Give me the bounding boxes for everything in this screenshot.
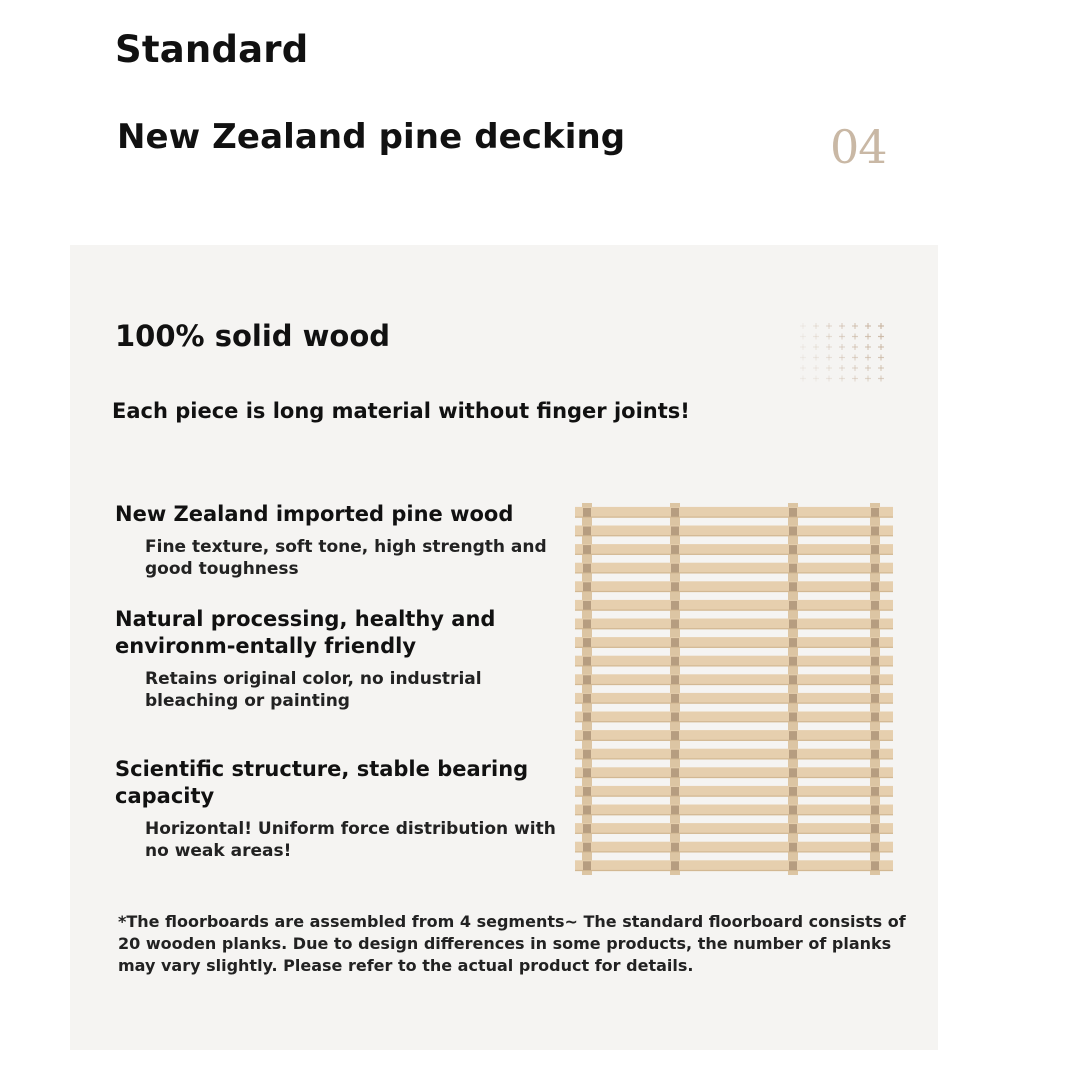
page-subtitle: New Zealand pine decking: [117, 117, 626, 157]
plank-joint: [671, 750, 679, 759]
plank-joint: [871, 508, 879, 517]
plank-joint: [789, 545, 797, 554]
plank-joint: [789, 768, 797, 777]
section-tagline: Each piece is long material without finger joints!: [112, 399, 690, 423]
plank-joint: [583, 713, 591, 722]
plank-joint: [671, 694, 679, 703]
plank-joint: [871, 620, 879, 629]
plank-joint: [789, 657, 797, 666]
support-rail: [582, 503, 592, 875]
plank-edge: [575, 870, 893, 871]
plank-joint: [671, 861, 679, 870]
plank-joint: [871, 657, 879, 666]
plank-joint: [671, 545, 679, 554]
plank-joint: [871, 675, 879, 684]
plank-joint: [583, 582, 591, 591]
wood-plank: [575, 786, 893, 797]
plank-edge: [575, 777, 893, 778]
plank-joint: [583, 824, 591, 833]
wood-plank: [575, 693, 893, 704]
plank-joint: [871, 843, 879, 852]
plank-joint: [871, 861, 879, 870]
plank-edge: [575, 609, 893, 610]
plank-joint: [583, 508, 591, 517]
plank-edge: [575, 758, 893, 759]
section-heading: 100% solid wood: [115, 319, 391, 353]
plank-edge: [575, 572, 893, 573]
plank-joint: [789, 806, 797, 815]
cross-pattern-icon: [795, 320, 895, 386]
plank-joint: [789, 731, 797, 740]
plank-joint: [871, 582, 879, 591]
wood-plank: [575, 805, 893, 816]
plank-joint: [671, 508, 679, 517]
plank-joint: [583, 806, 591, 815]
plank-edge: [575, 535, 893, 536]
wood-plank: [575, 637, 893, 648]
plank-edge: [575, 721, 893, 722]
wood-plank: [575, 581, 893, 592]
plank-joint: [583, 843, 591, 852]
feature-title: New Zealand imported pine wood: [115, 502, 514, 526]
wood-plank: [575, 749, 893, 760]
plank-joint: [789, 527, 797, 536]
feature-description: Fine texture, soft tone, high strength and good toughness: [145, 537, 547, 579]
plank-joint: [789, 582, 797, 591]
plank-joint: [789, 620, 797, 629]
plank-edge: [575, 684, 893, 685]
plank-joint: [671, 824, 679, 833]
wood-plank: [575, 842, 893, 853]
plank-joint: [871, 713, 879, 722]
plank-joint: [671, 601, 679, 610]
wood-plank: [575, 656, 893, 667]
plank-edge: [575, 516, 893, 517]
plank-joint: [871, 750, 879, 759]
plank-joint: [583, 861, 591, 870]
wood-plank: [575, 563, 893, 574]
wood-plank: [575, 823, 893, 834]
plank-edge: [575, 665, 893, 666]
plank-joint: [583, 545, 591, 554]
plank-joint: [583, 620, 591, 629]
plank-joint: [671, 675, 679, 684]
plank-joint: [789, 508, 797, 517]
plank-joint: [671, 620, 679, 629]
plank-joint: [871, 731, 879, 740]
plank-joint: [583, 564, 591, 573]
feature-description: Horizontal! Uniform force distribution with no weak areas!: [145, 819, 556, 861]
feature-title: Natural processing, healthy and environm-entally friendly: [115, 607, 496, 658]
feature-list: [115, 501, 575, 888]
wood-plank: [575, 544, 893, 555]
wood-plank: [575, 767, 893, 778]
plank-joint: [671, 527, 679, 536]
plank-joint: [671, 731, 679, 740]
support-rail: [670, 503, 680, 875]
plank-joint: [583, 601, 591, 610]
wood-plank: [575, 507, 893, 518]
plank-joint: [583, 731, 591, 740]
plank-joint: [583, 750, 591, 759]
wood-plank: [575, 674, 893, 685]
plank-joint: [871, 527, 879, 536]
wood-plank: [575, 730, 893, 741]
plank-joint: [671, 638, 679, 647]
plank-edge: [575, 814, 893, 815]
plank-joint: [789, 861, 797, 870]
plank-joint: [671, 582, 679, 591]
plank-joint: [871, 824, 879, 833]
plank-joint: [583, 787, 591, 796]
plank-joint: [671, 564, 679, 573]
feature-description: Retains original color, no industrial bleaching or painting: [145, 669, 482, 711]
wood-plank: [575, 600, 893, 611]
plank-joint: [789, 638, 797, 647]
plank-joint: [583, 675, 591, 684]
plank-joint: [583, 694, 591, 703]
plank-joint: [789, 564, 797, 573]
plank-joint: [871, 638, 879, 647]
page-number: 04: [830, 120, 887, 174]
support-rail: [870, 503, 880, 875]
plank-edge: [575, 740, 893, 741]
plank-joint: [789, 787, 797, 796]
plank-edge: [575, 628, 893, 629]
plank-joint: [789, 601, 797, 610]
wood-plank: [575, 860, 893, 871]
plank-joint: [789, 713, 797, 722]
feature-item: [115, 606, 575, 712]
plank-joint: [671, 843, 679, 852]
plank-joint: [871, 601, 879, 610]
feature-item: [115, 756, 575, 862]
plank-joint: [671, 657, 679, 666]
plank-joint: [583, 768, 591, 777]
plank-joint: [871, 806, 879, 815]
plank-edge: [575, 851, 893, 852]
plank-joint: [671, 713, 679, 722]
plank-edge: [575, 795, 893, 796]
wood-plank: [575, 526, 893, 537]
plank-joint: [789, 694, 797, 703]
plank-joint: [871, 768, 879, 777]
plank-joint: [871, 787, 879, 796]
plank-joint: [583, 638, 591, 647]
plank-edge: [575, 833, 893, 834]
plank-joint: [871, 545, 879, 554]
plank-joint: [871, 694, 879, 703]
feature-item: [115, 501, 575, 580]
plank-joint: [789, 843, 797, 852]
page-title: Standard: [115, 28, 309, 71]
plank-joint: [789, 675, 797, 684]
product-info-panel: [70, 245, 938, 1050]
feature-title: Scientific structure, stable bearing capacity: [115, 757, 529, 808]
plank-joint: [671, 787, 679, 796]
plank-joint: [789, 750, 797, 759]
plank-joint: [789, 824, 797, 833]
plank-joint: [583, 657, 591, 666]
plank-joint: [871, 564, 879, 573]
plank-edge: [575, 647, 893, 648]
support-rail: [788, 503, 798, 875]
plank-edge: [575, 702, 893, 703]
footnote: *The floorboards are assembled from 4 segments~ The standard floorboard consists of 20 wooden planks. Due to design differences in some products, the number of planks may vary slightly. Please refer to the actual product for details.: [118, 912, 906, 975]
wood-plank: [575, 619, 893, 630]
plank-edge: [575, 591, 893, 592]
wood-plank: [575, 712, 893, 723]
plank-joint: [671, 806, 679, 815]
plank-joint: [671, 768, 679, 777]
plank-edge: [575, 554, 893, 555]
plank-joint: [583, 527, 591, 536]
pine-slat-floorboard-image: [575, 503, 893, 875]
